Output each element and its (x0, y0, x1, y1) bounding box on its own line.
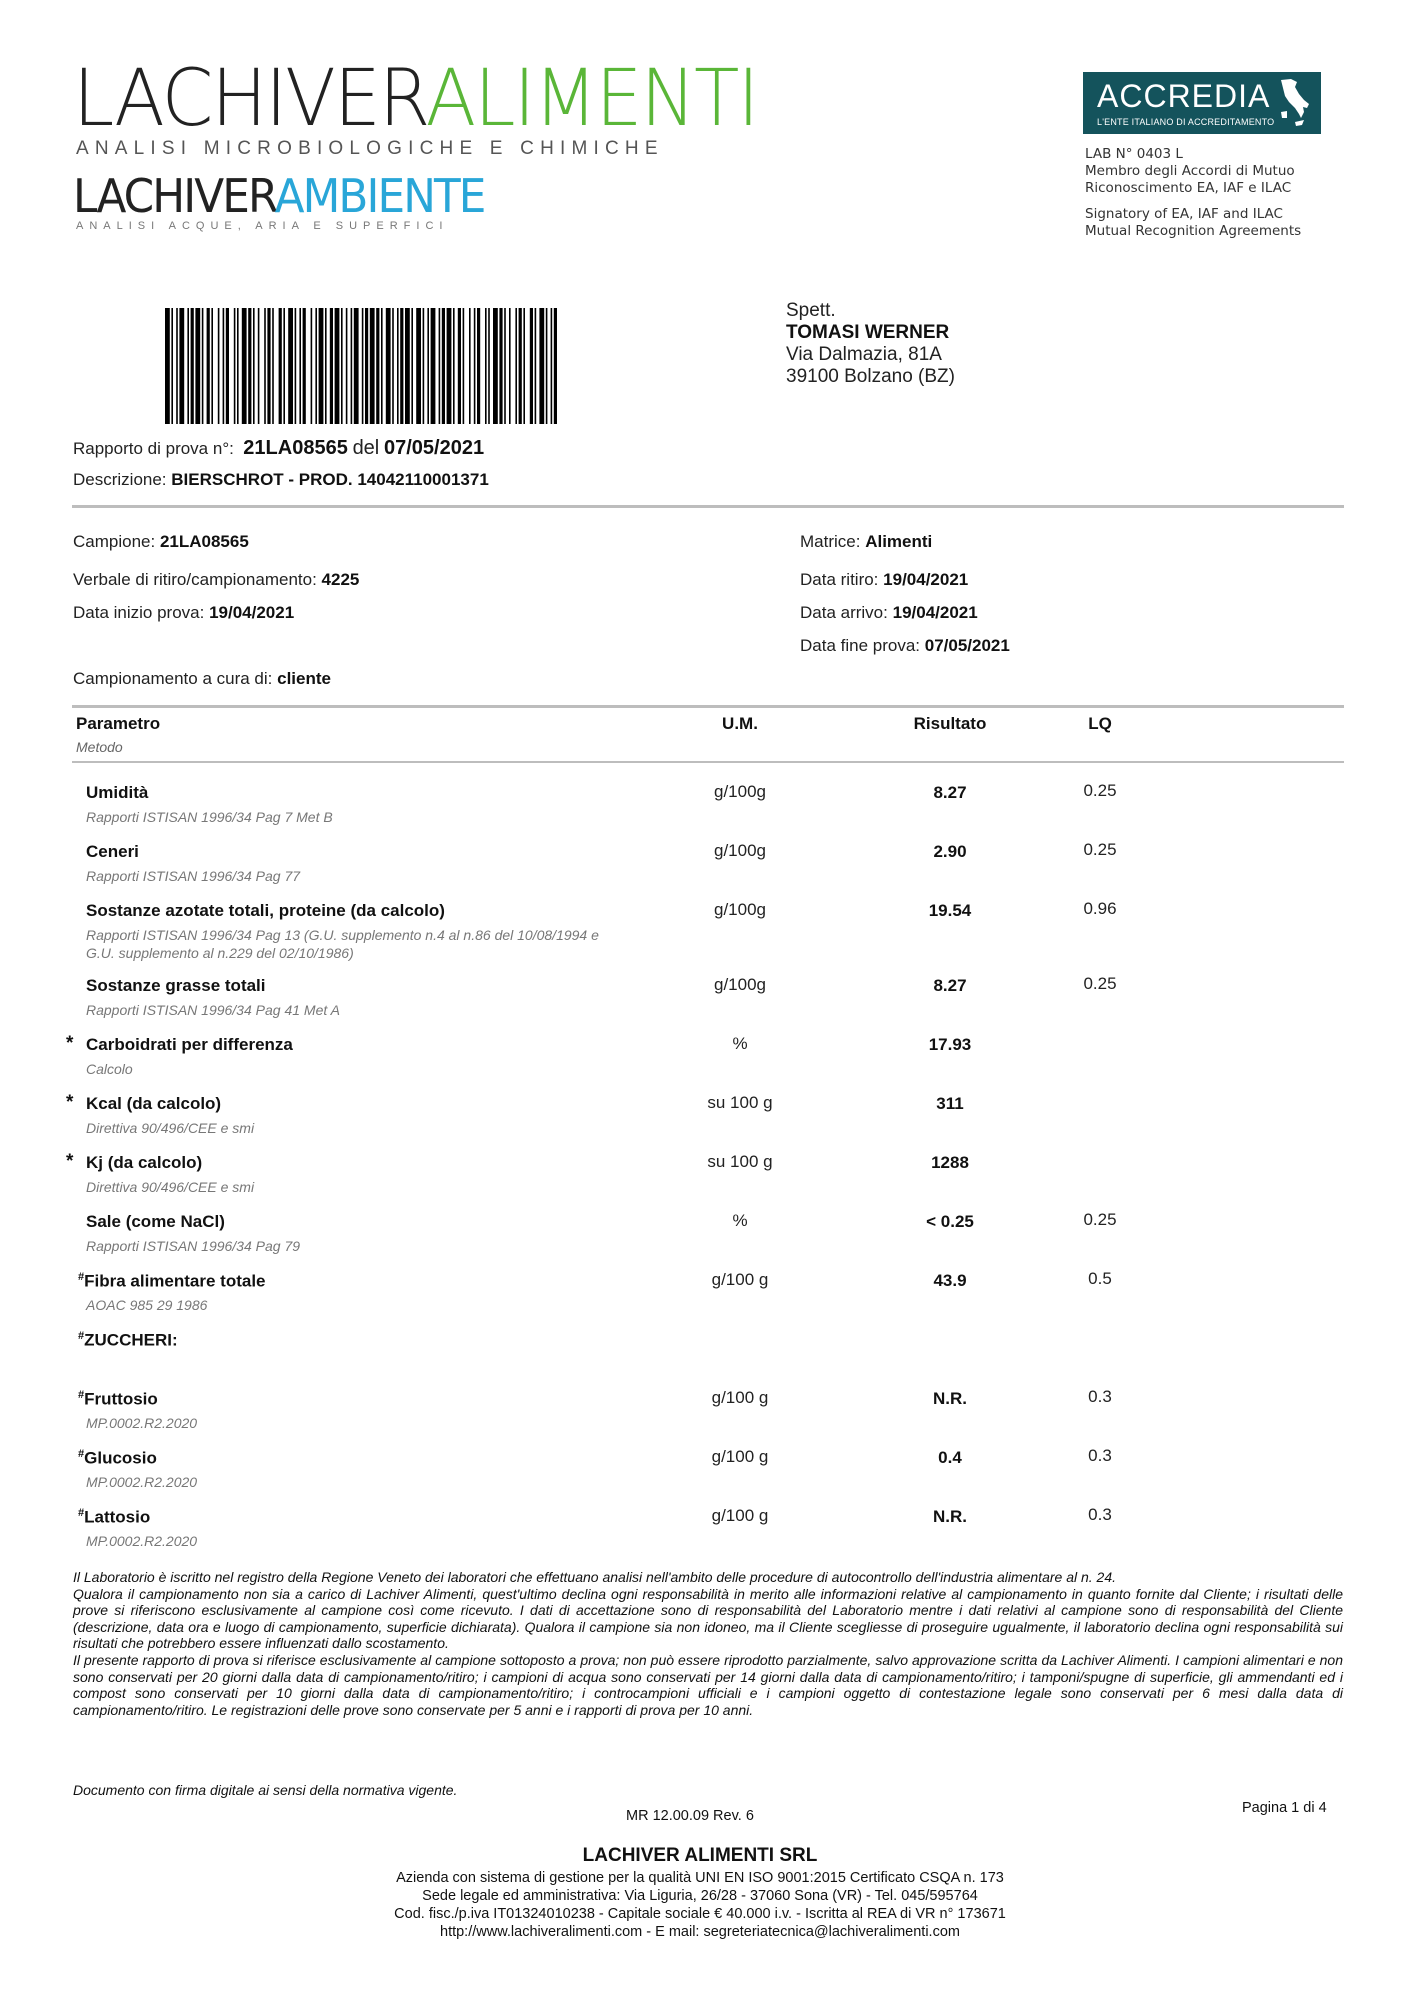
barcode-bar (319, 308, 324, 424)
table-row-param (78, 1448, 157, 1469)
barcode-bar (400, 308, 403, 424)
barcode-bar (303, 308, 306, 424)
param-name: Glucosio (84, 1448, 157, 1468)
barcode-bar (447, 308, 452, 424)
barcode-bar (176, 308, 178, 424)
barcode-bar (237, 308, 239, 424)
param-method: Direttiva 90/496/CEE e smi (86, 1179, 255, 1195)
barcode-bar (288, 308, 293, 424)
param-result: 17.93 (928, 1035, 972, 1054)
footer-line-1: Azienda con sistema di gestione per la qualità UNI EN ISO 9001:2015 Certificato CSQA n. 173 (396, 1870, 1004, 1886)
fine-field (800, 636, 1010, 656)
param-result: 2.90 (933, 842, 967, 861)
campione-field (73, 532, 249, 552)
accredia-it-2: Riconoscimento EA, IAF e ILAC (1085, 180, 1292, 196)
campione-label: Campione: (73, 532, 156, 551)
param-lq: 0.5 (1088, 1269, 1112, 1288)
addressee-block (786, 300, 955, 388)
revision-code: MR 12.00.09 Rev. 6 (626, 1808, 754, 1824)
addressee-city: 39100 Bolzano (BZ) (786, 366, 955, 387)
barcode-bar (248, 308, 251, 424)
param-um: g/100 g (711, 1388, 769, 1407)
param-result: 8.27 (933, 783, 967, 802)
param-name: Fibra alimentare totale (84, 1271, 266, 1291)
param-name: Kj (da calcolo) (86, 1153, 203, 1172)
barcode-bar (485, 308, 487, 424)
param-result: 8.27 (933, 976, 967, 995)
table-row-param (86, 901, 445, 921)
barcode-bar (488, 308, 490, 424)
lachiver-ambiente-logo (73, 169, 485, 223)
barcode-bar (530, 308, 533, 424)
table-row-param (86, 1212, 225, 1232)
barcode-bar (370, 308, 375, 424)
barcode-bar (463, 308, 465, 424)
barcode-bar (253, 308, 255, 424)
barcode-bar (187, 308, 189, 424)
param-um: % (732, 1034, 748, 1053)
param-method: AOAC 985 29 1986 (86, 1297, 208, 1313)
divider (72, 505, 1344, 508)
param-method: Rapporti ISTISAN 1996/34 Pag 79 (86, 1238, 301, 1254)
accredia-en-1: Signatory of EA, IAF and ILAC (1085, 206, 1283, 222)
param-name: ZUCCHERI: (84, 1330, 178, 1350)
param-method: Rapporti ISTISAN 1996/34 Pag 77 (86, 868, 301, 884)
verbale-label: Verbale di ritiro/campionamento: (73, 570, 317, 589)
logo-part-green: ALIMENTI (425, 54, 758, 144)
campionamento-value: cliente (277, 669, 331, 688)
barcode (165, 308, 561, 424)
param-method: Rapporti ISTISAN 1996/34 Pag 7 Met B (86, 809, 333, 825)
report-del: del (352, 437, 380, 459)
barcode-bar (431, 308, 436, 424)
param-um: % (732, 1211, 748, 1230)
param-lq: 0.3 (1088, 1446, 1112, 1465)
param-method: MP.0002.R2.2020 (86, 1415, 198, 1431)
param-lq: 0.25 (1083, 840, 1117, 859)
barcode-bar (423, 308, 425, 424)
param-um: g/100 g (711, 1270, 769, 1289)
barcode-bar (554, 308, 557, 424)
param-name: Kcal (da calcolo) (86, 1094, 222, 1113)
disclaimer-p3: Il presente rapporto di prova si riferisce esclusivamente al campione sottoposto a prova; non può essere riprodotto parzialmente, salvo approvazione scritta da Lachiver Alimenti. I campioni alimentari e non sono conservati per 20 giorni dalla data di campionamento/ritiro; i campioni di acqua sono conservati per 14 giorni dalla data di campionamento/ritiro; i tamponi/spugne di superficie, gli ammendanti ed i compost sono conservati per 10 giorni dalla data di campionamento/ritiro; i controcampioni ufficiali e i campioni oggetto di contestazione legale sono conservati per 6 mesi dalla data di campionamento/ritiro. Le registrazioni delle prove sono conservate per 5 anni e i rapporti di prova per 10 anni. (73, 1651, 1343, 1718)
barcode-bar (315, 308, 317, 424)
accredia-logo (1083, 72, 1321, 134)
report-number: 21LA08565 (243, 437, 348, 459)
hash-mark: # (78, 1448, 85, 1460)
param-method: Rapporti ISTISAN 1996/34 Pag 41 Met A (86, 1002, 340, 1018)
table-row-param (78, 1330, 178, 1351)
disclaimer-p1: Il Laboratorio è iscritto nel registro della Regione Veneto dei laboratori che effettuano analisi nell'ambito delle procedure di autocontrollo dell'industria alimentare al n. 24. (73, 1569, 1117, 1585)
disclaimer-p2: Qualora il campionamento non sia a carico di Lachiver Alimenti, quest'ultimo declina ogni responsabilità in merito alle informazioni relative al campionamento in quanto fornite dal Cliente; i risultati delle prove si riferiscono esclusivamente al campione così come ricevuto. I dati di accettazione sono di responsabilità del Laboratorio mentre i dati relativi al campione sono di responsabilità del Cliente (descrizione, data ora e luogo di campionamento, superficie dichiarata). Qualora il campione sia non idoneo, ma il Cliente scegliesse di proseguire ugualmente, il laboratorio declina ogni responsabilità sui risultati che potrebbero essere influenzati dallo scostamento. (73, 1585, 1343, 1652)
matrice-field (800, 532, 932, 552)
barcode-bar (411, 308, 413, 424)
param-name: Sostanze azotate totali, proteine (da calcolo) (86, 901, 445, 920)
barcode-bar (515, 308, 517, 424)
param-result: 0.4 (938, 1448, 962, 1467)
table-row-param (86, 1035, 293, 1055)
param-name: Sale (come NaCl) (86, 1212, 225, 1231)
barcode-bar (171, 308, 173, 424)
barcode-bar (311, 308, 313, 424)
barcode-bar (341, 308, 343, 424)
asterisk-mark: * (66, 1033, 74, 1054)
barcode-bar (416, 308, 421, 424)
param-um: g/100 g (711, 1506, 769, 1525)
hash-mark: # (78, 1330, 85, 1342)
matrice-value: Alimenti (865, 532, 933, 551)
barcode-bar (365, 308, 368, 424)
barcode-bar (386, 308, 391, 424)
param-name: Lattosio (84, 1507, 151, 1527)
barcode-bar (499, 308, 502, 424)
inizio-value: 19/04/2021 (209, 603, 295, 622)
barcode-bar (551, 308, 553, 424)
barcode-bar (330, 308, 333, 424)
fine-value: 07/05/2021 (924, 636, 1010, 655)
campionamento-label: Campionamento a cura di: (73, 669, 273, 688)
fine-label: Data fine prova: (800, 636, 921, 655)
barcode-bar (295, 308, 297, 424)
header-parametro: Parametro (76, 714, 161, 733)
footer (0, 1843, 1400, 1941)
table-row-param (86, 1094, 221, 1114)
param-method: Rapporti ISTISAN 1996/34 Pag 13 (G.U. supplemento n.4 al n.86 del 10/08/1994 e G.U. supplemento al n.229 del 02/10/1986) (86, 927, 599, 961)
barcode-bar (234, 308, 236, 424)
param-name: Umidità (86, 783, 149, 802)
param-result: 43.9 (933, 1271, 967, 1290)
barcode-bar (211, 308, 213, 424)
barcode-bar (218, 308, 220, 424)
barcode-bar (546, 308, 548, 424)
barcode-bar (535, 308, 537, 424)
campionamento-field (73, 669, 331, 689)
table-row-param (86, 842, 139, 862)
logo2-subtitle: ANALISI ACQUE, ARIA E SUPERFICI (76, 220, 449, 232)
barcode-bar (179, 308, 184, 424)
footer-line-3: Cod. fisc./p.iva IT01324010238 - Capitale sociale € 40.000 i.v. - Iscritta al REA di VR n° 173671 (394, 1906, 1006, 1922)
param-um: su 100 g (707, 1152, 773, 1171)
description-value: BIERSCHROT - PROD. 14042110001371 (171, 470, 489, 489)
barcode-bar (195, 308, 200, 424)
barcode-bar (346, 308, 348, 424)
accredia-text (1085, 146, 1301, 240)
barcode-bar (207, 308, 210, 424)
barcode-bar (523, 308, 525, 424)
barcode-bar (539, 308, 544, 424)
table-row-param (86, 976, 266, 996)
verbale-field (73, 570, 359, 590)
ritiro-label: Data ritiro: (800, 570, 879, 589)
barcode-bar (335, 308, 340, 424)
divider (72, 761, 1344, 763)
param-um: g/100g (714, 841, 766, 860)
inizio-field (73, 603, 294, 623)
logo-subtitle: ANALISI MICROBIOLOGICHE E CHIMICHE (76, 138, 664, 159)
table-row-param (86, 783, 148, 803)
logo-part-black: LACHIVER (73, 54, 426, 144)
table-row-param (86, 1153, 202, 1173)
ritiro-field (800, 570, 968, 590)
barcode-bar (362, 308, 364, 424)
table-row-param (78, 1507, 150, 1528)
hash-mark: # (78, 1507, 85, 1519)
digital-signature-note: Documento con firma digitale ai sensi della normativa vigente. (73, 1782, 458, 1798)
barcode-bar (392, 308, 394, 424)
barcode-bar (381, 308, 383, 424)
param-lq: 0.3 (1088, 1505, 1112, 1524)
barcode-bar (469, 308, 471, 424)
barcode-bar (272, 308, 274, 424)
accredia-lab: LAB N° 0403 L (1085, 146, 1183, 162)
barcode-bar (299, 308, 301, 424)
hash-mark: # (78, 1389, 85, 1401)
barcode-bar (351, 308, 353, 424)
barcode-bar (258, 308, 260, 424)
description-line (73, 470, 489, 490)
barcode-bar (397, 308, 399, 424)
table-row-param (78, 1271, 266, 1292)
barcode-bar (279, 308, 282, 424)
addressee-name: TOMASI WERNER (786, 322, 950, 343)
header-um: U.M. (722, 714, 758, 733)
barcode-bar (453, 308, 455, 424)
param-um: g/100g (714, 900, 766, 919)
header-lq: LQ (1088, 714, 1112, 733)
barcode-bar (165, 308, 170, 424)
report-label: Rapporto di prova n°: (73, 439, 234, 458)
barcode-bar (474, 308, 476, 424)
param-um: g/100 g (711, 1447, 769, 1466)
divider (72, 705, 1344, 708)
param-result: < 0.25 (926, 1212, 974, 1231)
param-lq: 0.96 (1083, 899, 1117, 918)
lachiver-alimenti-logo (73, 54, 758, 144)
param-method: Direttiva 90/496/CEE e smi (86, 1120, 255, 1136)
barcode-bar (442, 308, 445, 424)
param-result: 1288 (931, 1153, 969, 1172)
param-name: Fruttosio (84, 1389, 158, 1409)
param-name: Sostanze grasse totali (86, 976, 266, 995)
arrivo-value: 19/04/2021 (892, 603, 978, 622)
report-date: 07/05/2021 (384, 437, 485, 459)
barcode-bar (242, 308, 247, 424)
barcode-bar (325, 308, 327, 424)
ritiro-value: 19/04/2021 (883, 570, 969, 589)
logo2-part-blue: AMBIENTE (274, 169, 485, 223)
matrice-label: Matrice: (800, 532, 861, 551)
param-result: 19.54 (928, 901, 972, 920)
accredia-it-1: Membro degli Accordi di Mutuo (1085, 163, 1295, 179)
param-name: Carboidrati per differenza (86, 1035, 293, 1054)
param-method: MP.0002.R2.2020 (86, 1474, 198, 1490)
company-name: LACHIVER ALIMENTI SRL (582, 1845, 818, 1866)
barcode-bar (226, 308, 229, 424)
accredia-en-2: Mutual Recognition Agreements (1085, 223, 1302, 239)
barcode-bar (223, 308, 225, 424)
param-result: N.R. (933, 1507, 967, 1526)
barcode-bar (191, 308, 194, 424)
barcode-bar (509, 308, 511, 424)
italy-map-icon (1277, 78, 1311, 128)
footer-line-2: Sede legale ed amministrativa: Via Liguria, 26/28 - 37060 Sona (VR) - Tel. 045/595764 (422, 1888, 978, 1904)
barcode-bar (519, 308, 522, 424)
barcode-bar (202, 308, 204, 424)
barcode-bar (477, 308, 480, 424)
barcode-bar (267, 308, 270, 424)
barcode-bar (427, 308, 429, 424)
asterisk-mark: * (66, 1092, 74, 1113)
verbale-value: 4225 (321, 570, 360, 589)
barcode-bar (283, 308, 285, 424)
barcode-bar (264, 308, 266, 424)
arrivo-label: Data arrivo: (800, 603, 888, 622)
barcode-bar (439, 308, 441, 424)
barcode-bar (458, 308, 461, 424)
disclaimer (73, 1569, 1343, 1718)
barcode-bar (504, 308, 506, 424)
asterisk-mark: * (66, 1151, 74, 1172)
barcode-bar (493, 308, 498, 424)
description-label: Descrizione: (73, 470, 167, 489)
campione-value: 21LA08565 (159, 532, 249, 551)
logo2-part-black: LACHIVER (73, 169, 275, 223)
header-risultato: Risultato (913, 714, 987, 733)
param-lq: 0.25 (1083, 781, 1117, 800)
param-lq: 0.25 (1083, 974, 1117, 993)
accredia-subtitle: L'ENTE ITALIANO DI ACCREDITAMENTO (1097, 117, 1275, 127)
param-result: 311 (936, 1094, 964, 1113)
accredia-title: ACCREDIA (1097, 78, 1271, 114)
param-name: Ceneri (86, 842, 139, 861)
inizio-label: Data inizio prova: (73, 603, 205, 622)
hash-mark: # (78, 1271, 85, 1283)
barcode-bar (376, 308, 379, 424)
param-lq: 0.25 (1083, 1210, 1117, 1229)
param-lq: 0.3 (1088, 1387, 1112, 1406)
arrivo-field (800, 603, 978, 623)
param-um: su 100 g (707, 1093, 773, 1112)
report-number-line (73, 437, 484, 460)
barcode-bar (354, 308, 359, 424)
barcode-bar (405, 308, 410, 424)
param-result: N.R. (933, 1389, 967, 1408)
page-number: Pagina 1 di 4 (1242, 1800, 1327, 1816)
param-um: g/100g (714, 975, 766, 994)
param-um: g/100g (714, 782, 766, 801)
param-method: MP.0002.R2.2020 (86, 1533, 198, 1549)
param-method: Calcolo (86, 1061, 133, 1077)
table-row-param (78, 1389, 158, 1410)
salutation: Spett. (786, 300, 836, 321)
header-metodo: Metodo (76, 739, 123, 755)
addressee-street: Via Dalmazia, 81A (786, 344, 942, 365)
footer-line-4: http://www.lachiveralimenti.com - E mail: segreteriatecnica@lachiveralimenti.com (440, 1924, 960, 1940)
